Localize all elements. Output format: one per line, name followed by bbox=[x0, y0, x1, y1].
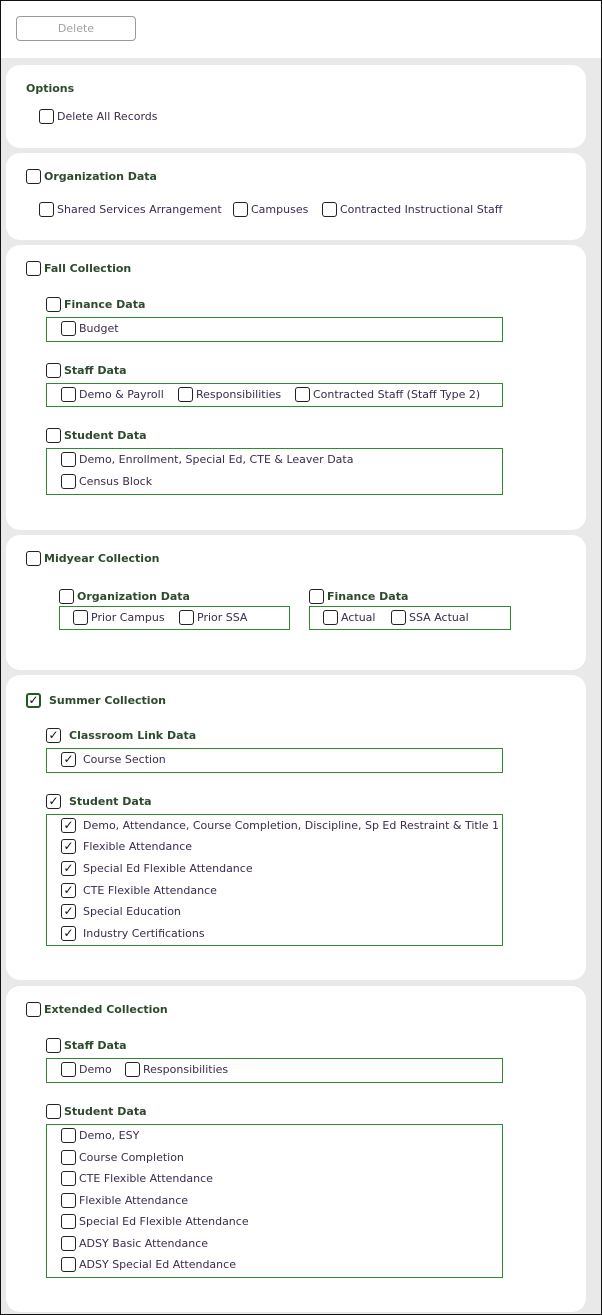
fall-student-data-label: Student Data bbox=[64, 428, 147, 442]
fall-staff-item[interactable] bbox=[178, 386, 281, 402]
checkbox-label: Campuses bbox=[251, 202, 309, 216]
fall-staff-data-checkbox[interactable] bbox=[46, 363, 61, 378]
checkbox[interactable] bbox=[61, 1128, 76, 1143]
checkbox[interactable] bbox=[61, 321, 76, 336]
delete-button[interactable]: Delete bbox=[16, 16, 136, 41]
checkbox[interactable] bbox=[61, 1062, 76, 1077]
checkbox-label: Budget bbox=[79, 321, 119, 335]
checkbox-label: Course Completion bbox=[79, 1150, 184, 1164]
delete-all-records[interactable] bbox=[39, 108, 158, 124]
checkbox[interactable] bbox=[61, 474, 76, 489]
organization-item[interactable] bbox=[233, 201, 308, 217]
checkbox[interactable] bbox=[73, 610, 88, 625]
checkbox[interactable]: ✓ bbox=[61, 861, 76, 876]
checkbox-label: Demo & Payroll bbox=[79, 387, 164, 401]
summer-classroom-link-data-checkbox[interactable]: ✓ bbox=[46, 728, 61, 743]
checkbox-label: Prior SSA bbox=[197, 610, 248, 624]
checkbox[interactable] bbox=[39, 109, 54, 124]
extended-student-data-checkbox[interactable] bbox=[46, 1104, 61, 1119]
checkbox-label: Demo bbox=[79, 1062, 112, 1076]
checkbox-label: Responsibilities bbox=[143, 1062, 229, 1076]
checkbox[interactable] bbox=[125, 1062, 140, 1077]
extended-student-item[interactable] bbox=[61, 1149, 184, 1165]
extended-student-item[interactable] bbox=[61, 1192, 188, 1208]
checkbox[interactable] bbox=[323, 610, 338, 625]
organization-data-checkbox[interactable] bbox=[26, 169, 41, 184]
options-title-label: Options bbox=[26, 81, 75, 95]
checkbox-label: ADSY Special Ed Attendance bbox=[79, 1257, 236, 1271]
midyear-organization-data-label: Organization Data bbox=[77, 589, 190, 603]
extended-student-item[interactable] bbox=[61, 1235, 208, 1251]
checkbox[interactable]: ✓ bbox=[61, 904, 76, 919]
fall-student-data[interactable] bbox=[46, 427, 147, 443]
fall-student-data-checkbox[interactable] bbox=[46, 428, 61, 443]
checkbox-label: Demo, ESY bbox=[79, 1128, 140, 1142]
checkbox-label: Contracted Staff (Staff Type 2) bbox=[313, 387, 481, 401]
fall-finance-data-checkbox[interactable] bbox=[46, 297, 61, 312]
organization-item[interactable] bbox=[322, 201, 502, 217]
checkbox-label: Special Education bbox=[83, 904, 181, 918]
toolbar bbox=[0, 0, 602, 58]
summer-student-item[interactable] bbox=[61, 882, 217, 898]
midyear-finance-item[interactable] bbox=[323, 609, 375, 625]
extended-collection-checkbox[interactable] bbox=[26, 1002, 41, 1017]
fall-collection-checkbox[interactable] bbox=[26, 261, 41, 276]
summer-collection-label: Summer Collection bbox=[49, 693, 166, 707]
checkbox-label: Delete All Records bbox=[57, 109, 158, 123]
extended-student-item[interactable] bbox=[61, 1170, 213, 1186]
checkbox-label: Special Ed Flexible Attendance bbox=[83, 861, 253, 875]
fall-student-item[interactable] bbox=[61, 451, 353, 467]
summer-student-item[interactable] bbox=[61, 903, 181, 919]
checkbox-label: SSA Actual bbox=[409, 610, 469, 624]
midyear-org-item[interactable] bbox=[73, 609, 165, 625]
midyear-finance-data-checkbox[interactable] bbox=[309, 589, 324, 604]
summer-classroom-link-data-label: Classroom Link Data bbox=[69, 728, 197, 742]
extended-student-item[interactable] bbox=[61, 1127, 139, 1143]
checkbox-label: Demo, Attendance, Course Completion, Discipline, Sp Ed Restraint & Title 1 bbox=[83, 818, 500, 832]
checkbox-label: CTE Flexible Attendance bbox=[79, 1171, 213, 1185]
checkbox[interactable]: ✓ bbox=[61, 926, 76, 941]
midyear-finance-data-label: Finance Data bbox=[327, 589, 409, 603]
midyear-organization-data[interactable] bbox=[59, 588, 190, 604]
fall-finance-item[interactable] bbox=[61, 320, 119, 336]
checkbox[interactable] bbox=[61, 1171, 76, 1186]
checkbox-label: Responsibilities bbox=[196, 387, 282, 401]
checkbox-label: Actual bbox=[341, 610, 376, 624]
fall-finance-data[interactable] bbox=[46, 296, 145, 312]
checkbox-label: Demo, Enrollment, Special Ed, CTE & Leaver Data bbox=[79, 452, 354, 466]
checkbox-label: Flexible Attendance bbox=[83, 839, 193, 853]
checkbox[interactable]: ✓ bbox=[61, 883, 76, 898]
fall-staff-item[interactable] bbox=[61, 386, 164, 402]
checkbox[interactable] bbox=[322, 202, 337, 217]
summer-collection-checkbox[interactable]: ✓ bbox=[26, 693, 41, 708]
options-card bbox=[6, 65, 586, 148]
checkbox-label: Industry Certifications bbox=[83, 926, 205, 940]
checkbox-label: Flexible Attendance bbox=[79, 1193, 189, 1207]
checkbox[interactable] bbox=[61, 1257, 76, 1272]
checkbox[interactable] bbox=[391, 610, 406, 625]
checkbox[interactable] bbox=[61, 1150, 76, 1165]
midyear-collection-label: Midyear Collection bbox=[44, 551, 160, 565]
checkbox[interactable] bbox=[61, 1236, 76, 1251]
extended-staff-data[interactable] bbox=[46, 1037, 127, 1053]
extended-collection[interactable] bbox=[26, 1001, 168, 1017]
checkbox[interactable] bbox=[179, 610, 194, 625]
summer-student-item[interactable] bbox=[61, 838, 192, 854]
organization-card bbox=[6, 153, 586, 240]
organization-data[interactable] bbox=[26, 168, 157, 184]
extended-collection-label: Extended Collection bbox=[44, 1002, 168, 1016]
organization-data-label: Organization Data bbox=[44, 169, 157, 183]
fall-collection[interactable] bbox=[26, 260, 131, 276]
summer-student-data[interactable] bbox=[46, 793, 152, 809]
checkbox-label: Contracted Instructional Staff bbox=[340, 202, 503, 216]
fall-staff-item[interactable] bbox=[295, 386, 480, 402]
midyear-finance-item[interactable] bbox=[391, 609, 469, 625]
checkbox-label: Course Section bbox=[83, 752, 166, 766]
fall-collection-label: Fall Collection bbox=[44, 261, 132, 275]
extended-student-item[interactable] bbox=[61, 1213, 249, 1229]
options-title bbox=[26, 80, 74, 96]
checkbox[interactable] bbox=[233, 202, 248, 217]
checkbox[interactable]: ✓ bbox=[61, 818, 76, 833]
summer-student-item[interactable] bbox=[61, 817, 499, 833]
checkbox[interactable]: ✓ bbox=[61, 752, 76, 767]
checkbox-label: Shared Services Arrangement bbox=[57, 202, 222, 216]
midyear-finance-data[interactable] bbox=[309, 588, 408, 604]
fall-finance-data-label: Finance Data bbox=[64, 297, 146, 311]
summer-classroom-link-data[interactable] bbox=[46, 727, 196, 743]
checkbox-label: Census Block bbox=[79, 474, 153, 488]
midyear-organization-data-checkbox[interactable] bbox=[59, 589, 74, 604]
summer-classroom-item[interactable] bbox=[61, 751, 166, 767]
fall-staff-data-label: Staff Data bbox=[64, 363, 127, 377]
checkbox[interactable] bbox=[39, 202, 54, 217]
checkbox-label: Special Ed Flexible Attendance bbox=[79, 1214, 249, 1228]
midyear-org-item[interactable] bbox=[179, 609, 247, 625]
checkbox[interactable] bbox=[61, 452, 76, 467]
midyear-collection[interactable] bbox=[26, 550, 159, 566]
midyear-collection-checkbox[interactable] bbox=[26, 551, 41, 566]
fall-staff-data[interactable] bbox=[46, 362, 127, 378]
checkbox-label: ADSY Basic Attendance bbox=[79, 1236, 209, 1250]
checkbox-label: Prior Campus bbox=[91, 610, 165, 624]
checkbox[interactable] bbox=[61, 387, 76, 402]
extended-student-data-label: Student Data bbox=[64, 1104, 147, 1118]
extended-staff-item[interactable] bbox=[61, 1061, 112, 1077]
organization-item[interactable] bbox=[39, 201, 222, 217]
checkbox[interactable] bbox=[178, 387, 193, 402]
checkbox[interactable] bbox=[61, 1193, 76, 1208]
checkbox-label: CTE Flexible Attendance bbox=[83, 883, 217, 897]
checkbox[interactable]: ✓ bbox=[61, 839, 76, 854]
extended-staff-item[interactable] bbox=[125, 1061, 228, 1077]
extended-student-data[interactable] bbox=[46, 1103, 147, 1119]
extended-student-item[interactable] bbox=[61, 1256, 236, 1272]
checkbox[interactable] bbox=[61, 1214, 76, 1229]
fall-student-item[interactable] bbox=[61, 473, 152, 489]
extended-staff-data-checkbox[interactable] bbox=[46, 1038, 61, 1053]
extended-staff-data-label: Staff Data bbox=[64, 1038, 127, 1052]
summer-collection[interactable] bbox=[26, 692, 166, 708]
summer-student-data-checkbox[interactable]: ✓ bbox=[46, 794, 61, 809]
summer-student-item[interactable] bbox=[61, 860, 253, 876]
extended-staff-box bbox=[46, 1058, 503, 1083]
summer-student-data-label: Student Data bbox=[69, 794, 152, 808]
checkbox[interactable] bbox=[295, 387, 310, 402]
summer-student-item[interactable] bbox=[61, 925, 205, 941]
